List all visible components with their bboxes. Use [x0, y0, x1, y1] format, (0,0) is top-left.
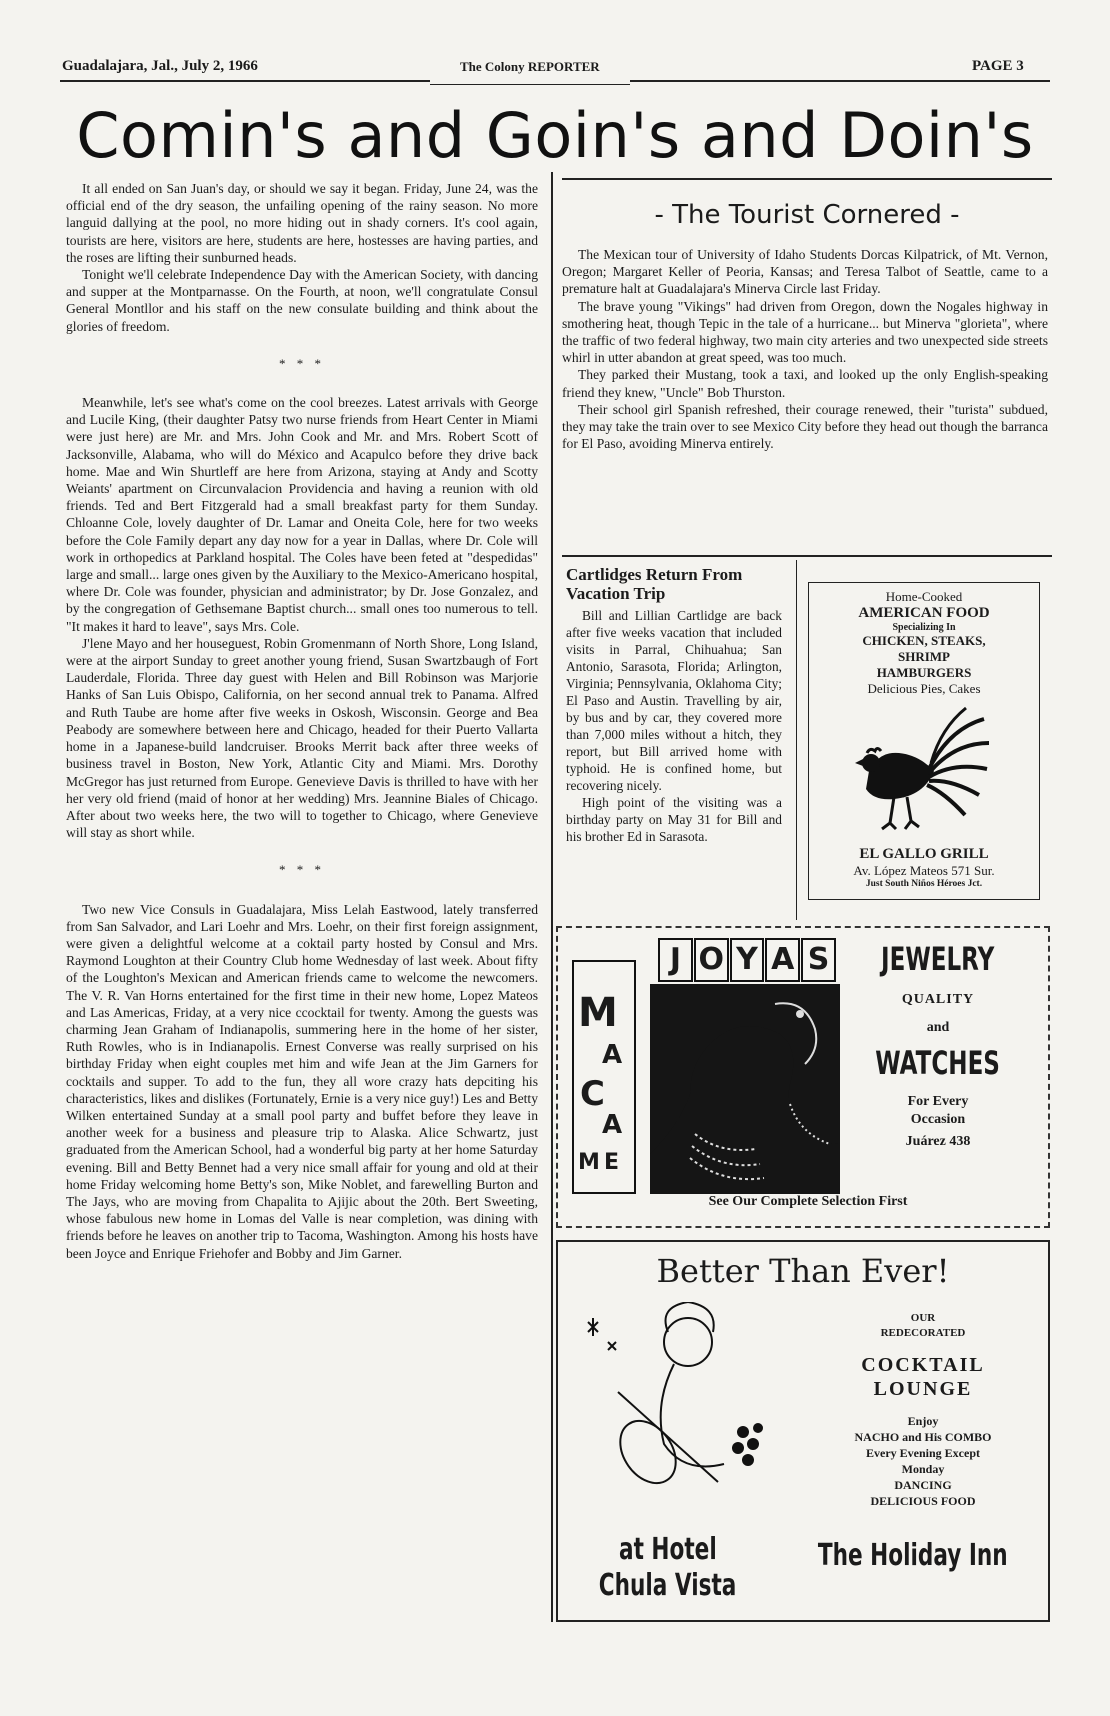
paragraph: J'lene Mayo and her houseguest, Robin Gromenmann of North Shore, Long Island, were at the airport Sunday to greet another young friend, Susan Swartzbaugh of Fort Lauderdale, Florida. Three day guest with Helen and Bill Robinson was Marjorie Hanks of San Luis Obispo, California, on her second annual trek to Panama. Alfred and Ruth Taube are home after five weeks in Oskosh, Wisconsin. George and Bea Peabody are somewhere between here and Chicago, headed for their Puerto Vallarta home in a Japanese-build landcruiser. Brooks Merrit back after three weeks of business travel in Boston, New York, Atlantic City and Miami. Mrs. Dorothy McGregor has just returned from Europe. Genevieve Davis is thrilled to have with her her very old friend (maid of honor at her wedding) Mrs. Jeannine Biales of Chicago. After about two weeks here, the two will to together to Chicago, where Genevieve will stay as short while. — [66, 635, 538, 841]
logo-letter: M — [578, 1150, 600, 1175]
violinist-illustration-icon — [578, 1302, 778, 1522]
ad-line: Specializing In — [892, 622, 956, 633]
ad-line: SHRIMP — [898, 649, 950, 664]
header-rule-mid — [430, 84, 630, 85]
cartlidges-article — [566, 607, 782, 845]
ad-line: AMERICAN FOOD — [858, 605, 990, 621]
ad-note: Just South Niños Héroes Jct. — [865, 879, 983, 889]
ad-line: LOUNGE — [873, 1378, 973, 1400]
ad-line: Home-Cooked — [885, 589, 963, 604]
ad-line: DELICIOUS FOOD — [870, 1494, 976, 1508]
chula-vista — [568, 1568, 768, 1603]
logo-letter: A — [602, 1040, 623, 1070]
at-hotel-text: at Hotel — [619, 1532, 717, 1567]
macame-logo — [572, 960, 636, 1194]
dateline: Guadalajara, Jal., July 2, 1966 — [62, 58, 258, 74]
ad-line: REDECORATED — [880, 1327, 966, 1339]
ad-headline: Better Than Ever! — [656, 1252, 950, 1290]
tourist-kicker: - The Tourist Cornered - — [654, 200, 960, 230]
ad-address: Juárez 438 — [905, 1134, 971, 1149]
header-rule-right — [630, 80, 1050, 82]
paragraph: Tonight we'll celebrate Independence Day with the American Society, with dancing and supper at the Montparnasse. On the Fourth, at noon, we'll congratulate Consul General Montllor and his staff on the new consulate building and think about the glories of freedom. — [66, 267, 538, 334]
logo-letter: E — [604, 1150, 620, 1175]
brand-letter: O — [694, 938, 729, 982]
separator-stars: * * * — [279, 355, 325, 371]
ad-line: COCKTAIL — [861, 1354, 985, 1376]
ad-holiday-inn — [556, 1240, 1050, 1622]
ad-line: and — [926, 1020, 950, 1035]
ad-business-name: EL GALLO GRILL — [859, 846, 989, 862]
section-rule — [562, 178, 1052, 180]
paragraph: Their school girl Spanish refreshed, their courage renewed, their "turista" subdued, they may take the train over to see Mexico City before they head out though the barranca for El Paso, avoiding Minerva entirely. — [562, 401, 1048, 452]
paragraph: Bill and Lillian Cartlidge are back after five weeks vacation that included visits in Parral, Chihuahua; San Antonio, Sarasota, Florida; Arlington, Virginia; Pennsylvania, Oklahoma City; El Paso and Austin. Travelling by air, by bus and by car, they covered more than 7,000 miles without a hitch, they report, but Bill arrived home with typhoid. He is confined home, but recovering nicely. — [566, 608, 782, 793]
ad-el-gallo-grill — [808, 582, 1040, 900]
rooster-icon — [849, 701, 999, 841]
society-column — [66, 180, 538, 1262]
ad-address: Av. López Mateos 571 Sur. — [853, 863, 995, 878]
ad-line: NACHO and His COMBO — [854, 1430, 992, 1444]
watches-word: WATCHES — [875, 1044, 1001, 1082]
jewelry-heading — [848, 940, 1028, 978]
holiday-inn-name — [778, 1538, 1048, 1573]
ad-line: DANCING — [894, 1478, 952, 1492]
ad-line: Monday — [901, 1462, 945, 1476]
ad-line: Occasion — [910, 1112, 966, 1127]
ad-line: For Every — [907, 1094, 969, 1109]
section-rule — [562, 555, 1052, 557]
headline: Comin's and Goin's and Doin's — [76, 99, 1034, 172]
paragraph: They parked their Mustang, took a taxi, and looked up the only English-speaking friend they knew, "Uncle" Bob Thurston. — [562, 367, 1048, 400]
brand-letter: J — [658, 938, 693, 982]
ad-line: Delicious Pies, Cakes — [867, 681, 981, 696]
woman-silhouette-icon — [650, 984, 840, 1194]
paragraph: It all ended on San Juan's day, or should we say it began. Friday, June 24, was the official end of the dry season, the unfailing opening of the rainy season. No more languid dallying at the pool, no more hiding out in shady corners. It's cool again, tourists are here, visitors are here, students are here, hostesses are having parties, and the roses are lifting their sunburned heads. — [66, 181, 538, 265]
separator-stars: * * * — [279, 862, 325, 878]
jewelry-word: JEWELRY — [881, 940, 995, 978]
brand-letter: A — [765, 938, 800, 982]
paragraph: Meanwhile, let's see what's come on the cool breezes. Latest arrivals with George and Lucile King, (their daughter Patsy two nurse friends from Heart Center in Miami were just here) are Mr. and Mrs. John Cook and Mr. and Mrs. Robert Scott of Jacksonville, Alabama, who will do México and Acapulco before they drive back home. Mae and Win Shurtleff are here from Arizona, staying at Andy and Scotty Weiants' apartment on Circunvalacion Providencia and having a reunion with old friends. Ted and Bert Fitzgerald had a small breakfast party for them Sunday. Chloanne Cole, lovely daughter of Dr. Lamar and Oneita Cole, here for two weeks before the Cole Family depart any day now for a year in Dallas, where Dr. Cole will work in orthopedics at Parkland hospital. The Coles have been feted at "despedidas" large and small... large ones given by the Auxiliary to the Mexico-Americano hospital, where Dr. Cole was founder, physician and administrator; by Dr. Jose Gonzalez, and by the congregation of Gethsemane Baptist church... small ones too numerous to tell. "It makes it hard to leave", says Mrs. Cole. — [66, 395, 538, 634]
chula-vista-text: Chula Vista — [599, 1568, 737, 1603]
at-hotel — [568, 1532, 768, 1567]
holiday-inn-text: The Holiday Inn — [818, 1538, 1008, 1573]
joyas-brand — [658, 938, 836, 980]
logo-letter: C — [580, 1074, 605, 1114]
ad-line: OUR — [910, 1312, 936, 1324]
ad-line: HAMBURGERS — [876, 665, 972, 680]
paragraph: The brave young "Vikings" had driven from Oregon, down the Nogales highway in smothering heat, though Tepic in the tale of a hurricane... but Minerva "glorieta", where the traffic of two federal highway, two main city arteries and two unexpected side streets whirl in utter abandon at great speed, was too much. — [562, 298, 1048, 366]
paragraph: Two new Vice Consuls in Guadalajara, Miss Lelah Eastwood, lately transferred from San Salvador, and Lari Loehr and Mrs. Loehr, on their first foreign assignment, were given a delightful welcome at a coktail party hosted by Consul and Mrs. Raymond Loughton at their Country Club home Wednesday of last week. About fifty of the Loughton's Mexican and American friends came to welcome the newcomers. The V. R. Van Horns entertained for the first time in their new home, Lopez Mateos and Las Americas, Friday, at a very nice ccocktail for twenty. Among the guests was charming Jean Graham of Indianapolis, summering here in the home of her sister, Ruth Rowles, who is in Indianapolis. Ernest Converse was really surprised on his birthday Friday when eight couples met him and wife Jean at the Jim Garners for cocktails and supper. To add to the fun, they all wore crazy hats depciting his characteristics, likes and dislikes (Fortunately, Ernie is a very nice guy!) Les and Betty Wilken entertained Sunday at a small pool party and buffet before they leave in another week for a business and pleasure trip to Alaska. Alice Schwartz, just graduated from the American School, had a wonderful big party at her home Saturday evening. Bill and Betty Bennet had a very nice small affair for young and old at their home Friday welcoming home Betty's son, Mike Noblet, and farewelling Burton and The Jays, who are moving from Chapalita to Ajijic about the 20th. Bert Sweeting, whose fabulous new home in Lomas del Valle is near completion, was dining with friends before he leaves on another trip to Tacoma, Washington. Among his hosts have been Joyce and Enrique Friehofer and Bobby and Jim Garner. — [66, 901, 538, 1261]
tourist-article — [562, 246, 1048, 452]
logo-letter: A — [602, 1110, 623, 1140]
brand-letter: S — [801, 938, 836, 982]
cartlidges-headline: Cartlidges Return From Vacation Trip — [566, 565, 743, 603]
ad-line: Enjoy — [907, 1414, 939, 1428]
paragraph: The Mexican tour of University of Idaho Students Dorcas Kilpatrick, of Mt. Vernon, Oregon; Margaret Keller of Peoria, Kansas; and Teresa Talbot of Seattle, came to a premature halt at Guadalajara's Minerva Circle last Friday. — [562, 247, 1048, 297]
ad-line: Every Evening Except — [866, 1446, 980, 1460]
ad-line: QUALITY — [901, 992, 975, 1007]
watches-heading — [838, 1044, 1038, 1082]
column-divider — [551, 172, 553, 1622]
ad-footer: See Our Complete Selection First — [708, 1194, 908, 1209]
paper-name: The Colony REPORTER — [460, 59, 600, 74]
ad-joyas-macame — [556, 926, 1050, 1228]
page-number: PAGE 3 — [972, 58, 1024, 74]
brand-letter: Y — [730, 938, 765, 982]
logo-letter: M — [578, 990, 618, 1036]
ad-line: CHICKEN, STEAKS, — [862, 633, 986, 648]
paragraph: High point of the visiting was a birthday party on May 31 for Bill and his brother Ed in Sarasota. — [566, 795, 782, 844]
column-divider — [796, 560, 797, 920]
header-rule-left — [60, 80, 430, 82]
